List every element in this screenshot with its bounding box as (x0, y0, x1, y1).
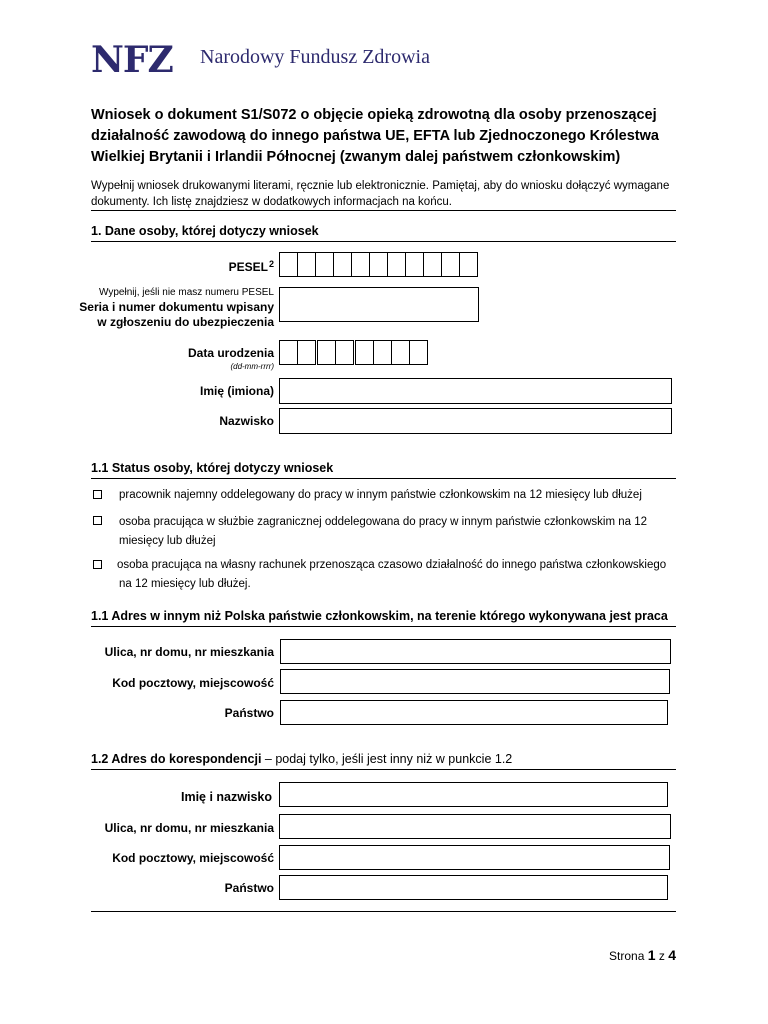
status-option-foreign-service: osoba pracująca w służbie zagranicznej oddelegowana do pracy w innym państwie członkowskim na 12 (119, 516, 648, 528)
pesel-cell[interactable] (315, 252, 334, 277)
footnote-marker: 2 (268, 259, 274, 269)
status-option-self-employed-cont: na 12 miesięcy lub dłużej. (119, 578, 251, 590)
form-intro: Wypełnij wniosek drukowanymi literami, ręcznie lub elektronicznie. Pamiętaj, aby do wniosku dołączyć wymagane dokumenty. Ich listę znajdziesz w dodatkowych informacjach na końcu. (91, 180, 670, 208)
divider (91, 241, 676, 242)
org-name: Narodowy Fundusz Zdrowia (200, 46, 430, 68)
date-cell[interactable] (391, 340, 410, 365)
section-1-heading: 1. Dane osoby, której dotyczy wniosek (91, 224, 319, 238)
pesel-input[interactable] (279, 252, 477, 277)
birth-date-format: (dd-mm-rrrr) (230, 362, 274, 371)
nfz-logo: NFZ (91, 39, 173, 81)
pesel-cell[interactable] (351, 252, 370, 277)
date-cell[interactable] (409, 340, 428, 365)
pesel-cell[interactable] (405, 252, 424, 277)
divider (91, 626, 676, 627)
status-checkbox-foreign-service[interactable] (93, 516, 102, 525)
corr-postal-input[interactable] (279, 845, 670, 870)
document-label-2: w zgłoszeniu do ubezpieczenia (97, 315, 274, 329)
last-name-label: Nazwisko (219, 414, 274, 428)
status-checkbox-self-employed[interactable] (93, 560, 102, 569)
first-name-input[interactable] (279, 378, 672, 404)
divider (91, 769, 676, 770)
date-cell[interactable] (335, 340, 354, 365)
status-option-employee: pracownik najemny oddelegowany do pracy w innym państwie członkowskim na 12 miesięcy lub dłużej (119, 489, 642, 501)
page-number: Strona 1 z 4 (609, 947, 676, 963)
date-cell[interactable] (279, 340, 298, 365)
divider (91, 210, 676, 211)
birth-date-label: Data urodzenia (187, 346, 274, 360)
pesel-cell[interactable] (279, 252, 298, 277)
form-title: Wniosek o dokument S1/S072 o objęcie opieką zdrowotną dla osoby przenoszącej działalność zawodową do innego państwa UE, EFTA lub Zjednoczonego Królestwa Wielkiej Brytanii i Irlandii Północnej (zwanym dalej państwem członkowskim) (91, 107, 659, 165)
corr-country-input[interactable] (279, 875, 668, 900)
abroad-country-label: Państwo (224, 706, 274, 720)
abroad-postal-input[interactable] (280, 669, 670, 694)
corr-name-input[interactable] (279, 782, 668, 807)
document-number-input[interactable] (279, 287, 479, 322)
divider (91, 911, 676, 912)
pesel-cell[interactable] (387, 252, 406, 277)
pesel-label: PESEL$^2$ (228, 259, 274, 274)
date-cell[interactable] (317, 340, 336, 365)
pesel-cell[interactable] (369, 252, 388, 277)
pesel-cell[interactable] (459, 252, 478, 277)
corr-postal-label: Kod pocztowy, miejscowość (112, 851, 274, 865)
section-1-1-heading: 1.1 Status osoby, której dotyczy wniosek (91, 461, 334, 475)
status-checkbox-employee[interactable] (93, 490, 102, 499)
pesel-cell[interactable] (441, 252, 460, 277)
abroad-country-input[interactable] (280, 700, 668, 725)
status-option-foreign-service-cont: miesięcy lub dłużej (119, 535, 216, 547)
corr-country-label: Państwo (224, 881, 274, 895)
corr-name-label: Imię i nazwisko (180, 790, 272, 804)
section-1-2-heading: 1.2 Adres do korespondencji – podaj tylko, jeśli jest inny niż w punkcie 1.2 (91, 752, 513, 766)
last-name-input[interactable] (279, 408, 672, 434)
document-label-1: Seria i numer dokumentu wpisany (79, 300, 274, 314)
document-hint: Wypełnij, jeśli nie masz numeru PESEL (99, 287, 274, 298)
divider (91, 478, 676, 479)
corr-street-input[interactable] (279, 814, 671, 839)
date-cell[interactable] (355, 340, 374, 365)
section-address-abroad-heading: 1.1 Adres w innym niż Polska państwie członkowskim, na terenie którego wykonywana jest praca (91, 609, 668, 623)
first-name-label: Imię (imiona) (199, 384, 274, 398)
abroad-postal-label: Kod pocztowy, miejscowość (112, 676, 274, 690)
birth-date-input[interactable] (279, 340, 427, 365)
abroad-street-label: Ulica, nr domu, nr mieszkania (104, 645, 274, 659)
abroad-street-input[interactable] (280, 639, 671, 664)
pesel-cell[interactable] (333, 252, 352, 277)
date-cell[interactable] (373, 340, 392, 365)
corr-street-label: Ulica, nr domu, nr mieszkania (104, 821, 274, 835)
status-option-self-employed: osoba pracująca na własny rachunek przenosząca czasowo działalność do innego państwa członkowskiego (117, 559, 667, 571)
pesel-cell[interactable] (423, 252, 442, 277)
pesel-cell[interactable] (297, 252, 316, 277)
date-cell[interactable] (297, 340, 316, 365)
